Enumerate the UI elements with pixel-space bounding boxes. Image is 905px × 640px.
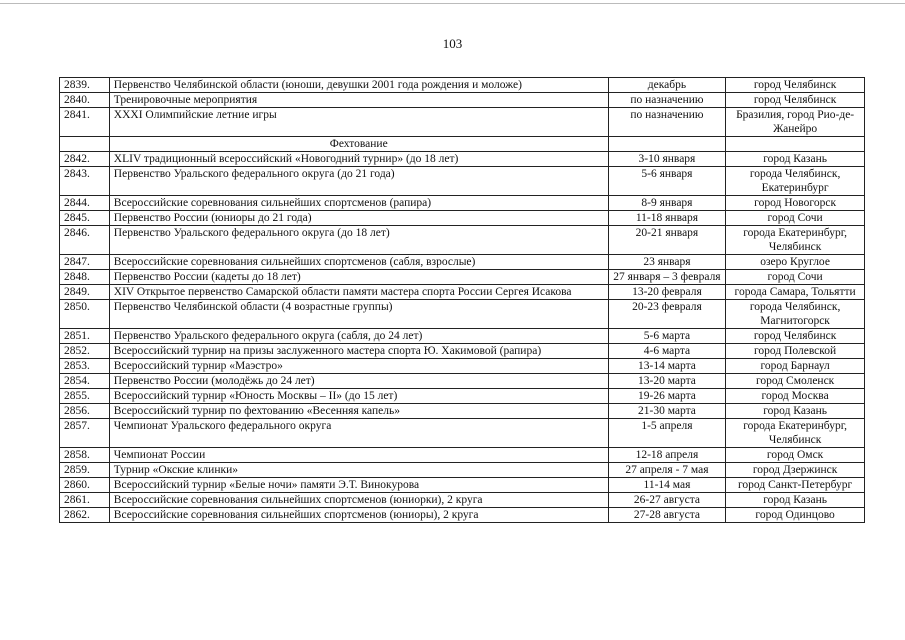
- event-name: Всероссийские соревнования сильнейших спортсменов (юниорки), 2 круга: [109, 493, 608, 508]
- event-date: 19-26 марта: [608, 389, 726, 404]
- event-name: Первенство Уральского федерального округа (сабля, до 24 лет): [109, 329, 608, 344]
- event-place: город Челябинск: [726, 329, 865, 344]
- event-date: 4-6 марта: [608, 344, 726, 359]
- event-date: 12-18 апреля: [608, 448, 726, 463]
- event-name: Чемпионат Уральского федерального округа: [109, 419, 608, 448]
- row-number: 2840.: [60, 93, 110, 108]
- section-num-cell: [60, 137, 110, 152]
- row-number: 2859.: [60, 463, 110, 478]
- row-number: 2848.: [60, 270, 110, 285]
- event-name: Первенство России (юниоры до 21 года): [109, 211, 608, 226]
- table-row: [60, 448, 865, 463]
- event-place: город Санкт-Петербург: [726, 478, 865, 493]
- row-number: 2855.: [60, 389, 110, 404]
- row-number: 2852.: [60, 344, 110, 359]
- table-row: [60, 463, 865, 478]
- section-title: Фехтование: [109, 137, 608, 152]
- row-number: 2841.: [60, 108, 110, 137]
- event-name: Первенство Уральского федерального округа (до 18 лет): [109, 226, 608, 255]
- row-number: 2842.: [60, 152, 110, 167]
- event-name: Всероссийский турнир «Юность Москвы – II» (до 15 лет): [109, 389, 608, 404]
- event-place: город Казань: [726, 152, 865, 167]
- table-row: [60, 152, 865, 167]
- row-number: 2857.: [60, 419, 110, 448]
- event-date: 13-20 марта: [608, 374, 726, 389]
- section-place-cell: [726, 137, 865, 152]
- event-place: город Сочи: [726, 270, 865, 285]
- table-row: [60, 374, 865, 389]
- event-place: город Дзержинск: [726, 463, 865, 478]
- event-place: города Челябинск, Магнитогорск: [726, 300, 865, 329]
- event-name: Всероссийские соревнования сильнейших спортсменов (юниоры), 2 круга: [109, 508, 608, 523]
- page-number: 103: [442, 36, 463, 51]
- event-date: 20-21 января: [608, 226, 726, 255]
- table-row: [60, 211, 865, 226]
- table-row: [60, 78, 865, 93]
- event-date: 3-10 января: [608, 152, 726, 167]
- event-date: 1-5 апреля: [608, 419, 726, 448]
- event-place: город Челябинск: [726, 78, 865, 93]
- event-place: город Полевской: [726, 344, 865, 359]
- table-row: [60, 389, 865, 404]
- event-name: Первенство Уральского федерального округа (до 21 года): [109, 167, 608, 196]
- table-row: [60, 419, 865, 448]
- table-row: [60, 344, 865, 359]
- event-date: 8-9 января: [608, 196, 726, 211]
- event-date: по назначению: [608, 93, 726, 108]
- event-name: Всероссийский турнир «Белые ночи» памяти Э.Т. Винокурова: [109, 478, 608, 493]
- row-number: 2862.: [60, 508, 110, 523]
- top-border-line: [0, 3, 905, 4]
- event-name: Всероссийские соревнования сильнейших спортсменов (сабля, взрослые): [109, 255, 608, 270]
- table-row: [60, 493, 865, 508]
- event-name: Первенство России (молодёжь до 24 лет): [109, 374, 608, 389]
- table-row: [60, 285, 865, 300]
- event-name: Турнир «Окские клинки»: [109, 463, 608, 478]
- event-date: 13-20 февраля: [608, 285, 726, 300]
- event-name: Первенство Челябинской области (юноши, девушки 2001 года рождения и моложе): [109, 78, 608, 93]
- event-name: XXXI Олимпийские летние игры: [109, 108, 608, 137]
- event-name: Всероссийские соревнования сильнейших спортсменов (рапира): [109, 196, 608, 211]
- table-row: [60, 270, 865, 285]
- event-date: 20-23 февраля: [608, 300, 726, 329]
- row-number: 2843.: [60, 167, 110, 196]
- event-date: 5-6 марта: [608, 329, 726, 344]
- events-table: [59, 77, 865, 523]
- event-name: Тренировочные мероприятия: [109, 93, 608, 108]
- event-place: город Челябинск: [726, 93, 865, 108]
- event-date: 26-27 августа: [608, 493, 726, 508]
- event-date: 27 января – 3 февраля: [608, 270, 726, 285]
- table-row: [60, 404, 865, 419]
- table-row: [60, 226, 865, 255]
- table-row: [60, 167, 865, 196]
- row-number: 2860.: [60, 478, 110, 493]
- event-name: XLIV традиционный всероссийский «Новогодний турнир» (до 18 лет): [109, 152, 608, 167]
- event-place: город Новогорск: [726, 196, 865, 211]
- row-number: 2850.: [60, 300, 110, 329]
- event-place: озеро Круглое: [726, 255, 865, 270]
- table-row: [60, 478, 865, 493]
- event-name: Всероссийский турнир «Маэстро»: [109, 359, 608, 374]
- event-name: Первенство России (кадеты до 18 лет): [109, 270, 608, 285]
- row-number: 2849.: [60, 285, 110, 300]
- row-number: 2839.: [60, 78, 110, 93]
- table-row: [60, 255, 865, 270]
- event-date: 21-30 марта: [608, 404, 726, 419]
- event-place: города Екатеринбург, Челябинск: [726, 419, 865, 448]
- table-row: [60, 329, 865, 344]
- event-place: город Омск: [726, 448, 865, 463]
- event-place: город Казань: [726, 404, 865, 419]
- event-date: 23 января: [608, 255, 726, 270]
- event-date: декабрь: [608, 78, 726, 93]
- event-place: города Челябинск, Екатеринбург: [726, 167, 865, 196]
- table-row: [60, 359, 865, 374]
- event-date: 27 апреля - 7 мая: [608, 463, 726, 478]
- event-place: города Екатеринбург, Челябинск: [726, 226, 865, 255]
- section-date-cell: [608, 137, 726, 152]
- event-date: 13-14 марта: [608, 359, 726, 374]
- event-place: город Москва: [726, 389, 865, 404]
- event-place: город Барнаул: [726, 359, 865, 374]
- event-name: Первенство Челябинской области (4 возрастные группы): [109, 300, 608, 329]
- event-name: Чемпионат России: [109, 448, 608, 463]
- event-date: 11-18 января: [608, 211, 726, 226]
- event-date: по назначению: [608, 108, 726, 137]
- event-date: 27-28 августа: [608, 508, 726, 523]
- event-name: Всероссийский турнир по фехтованию «Весенняя капель»: [109, 404, 608, 419]
- table-row: [60, 300, 865, 329]
- row-number: 2845.: [60, 211, 110, 226]
- event-name: Всероссийский турнир на призы заслуженного мастера спорта Ю. Хакимовой (рапира): [109, 344, 608, 359]
- event-place: город Сочи: [726, 211, 865, 226]
- event-place: город Казань: [726, 493, 865, 508]
- table-row: [60, 93, 865, 108]
- event-place: Бразилия, город Рио-де-Жанейро: [726, 108, 865, 137]
- row-number: 2856.: [60, 404, 110, 419]
- event-place: город Смоленск: [726, 374, 865, 389]
- row-number: 2858.: [60, 448, 110, 463]
- row-number: 2854.: [60, 374, 110, 389]
- table-row: [60, 196, 865, 211]
- table-row: [60, 108, 865, 137]
- event-date: 5-6 января: [608, 167, 726, 196]
- event-name: XIV Открытое первенство Самарской области памяти мастера спорта России Сергея Исакова: [109, 285, 608, 300]
- section-header-row: [60, 137, 865, 152]
- row-number: 2846.: [60, 226, 110, 255]
- event-place: город Одинцово: [726, 508, 865, 523]
- row-number: 2844.: [60, 196, 110, 211]
- row-number: 2847.: [60, 255, 110, 270]
- row-number: 2851.: [60, 329, 110, 344]
- events-table-body: [60, 78, 865, 523]
- event-date: 11-14 мая: [608, 478, 726, 493]
- row-number: 2853.: [60, 359, 110, 374]
- table-row: [60, 508, 865, 523]
- event-place: города Самара, Тольятти: [726, 285, 865, 300]
- row-number: 2861.: [60, 493, 110, 508]
